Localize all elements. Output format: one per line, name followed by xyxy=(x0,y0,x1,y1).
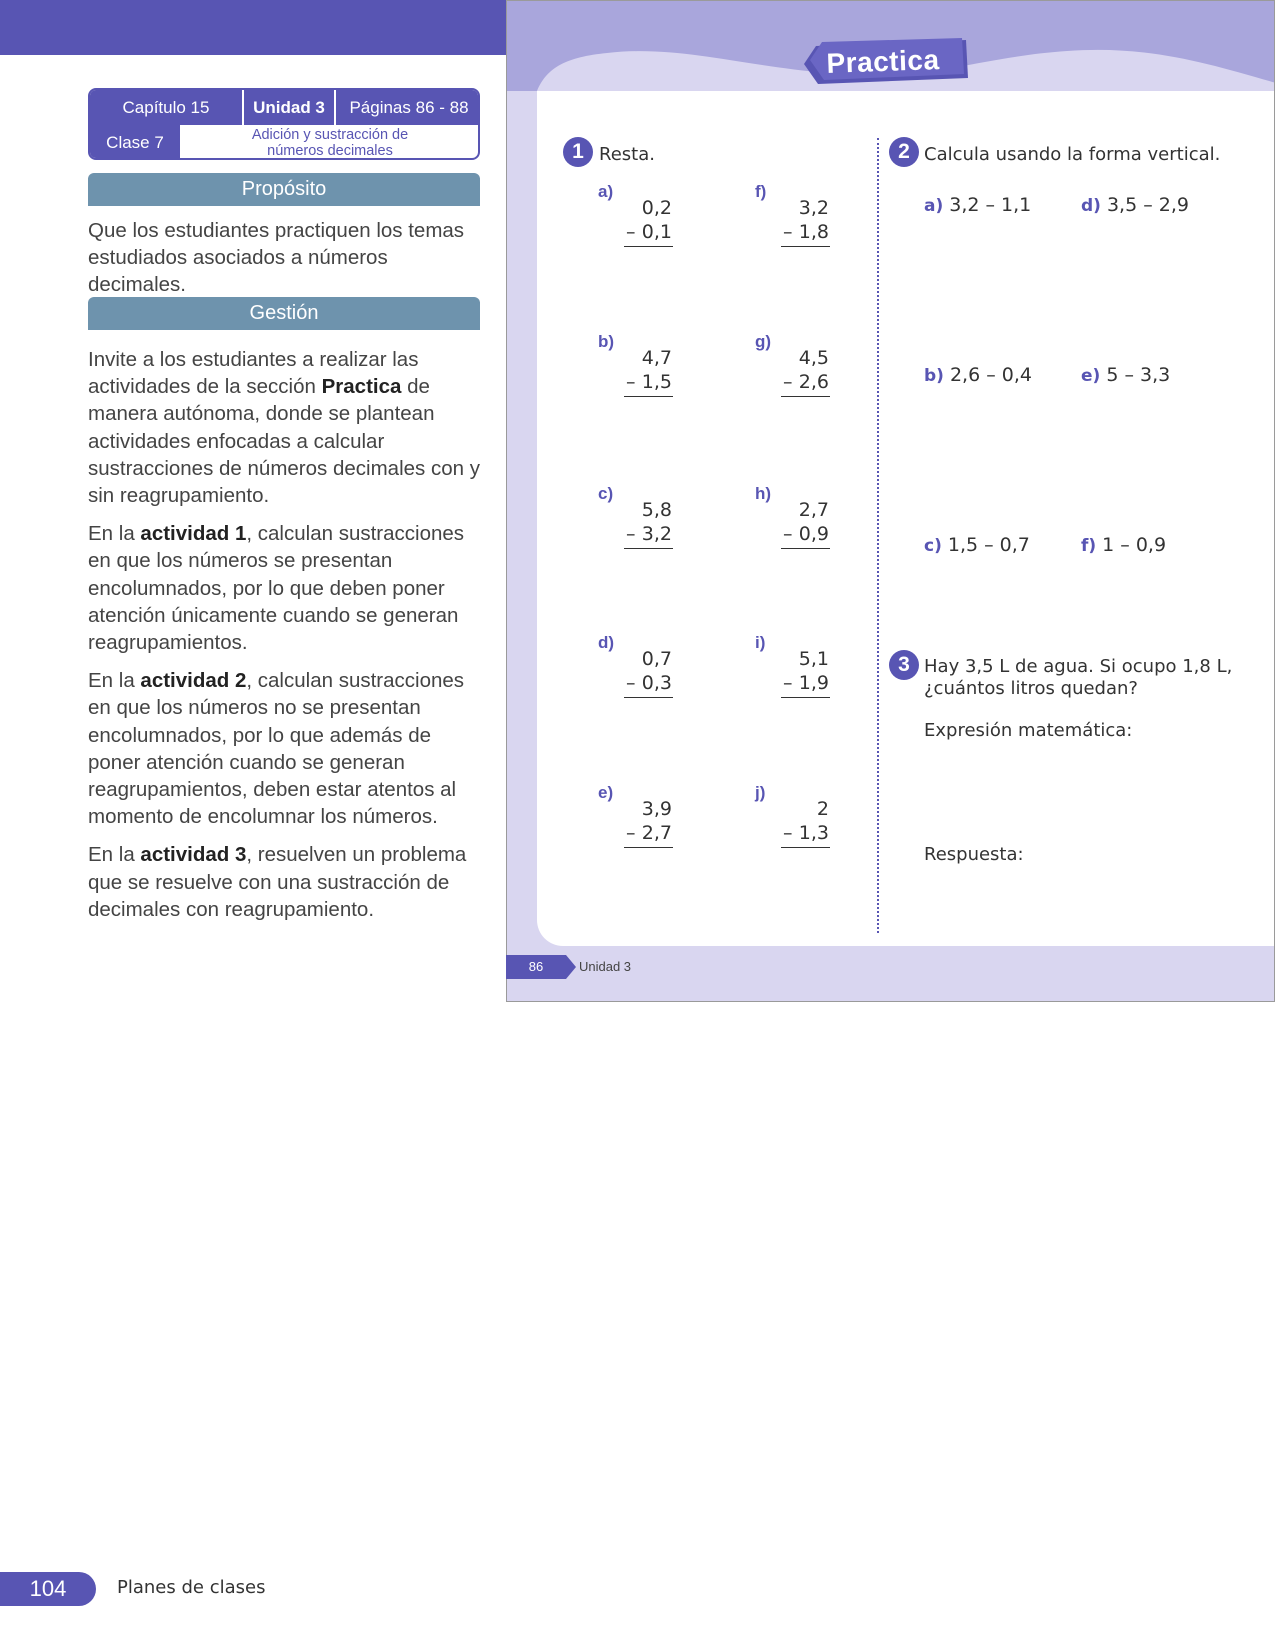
subtraction-j xyxy=(755,783,855,845)
purpose-heading: Propósito xyxy=(88,173,480,206)
result-line xyxy=(781,847,830,848)
result-line xyxy=(624,396,673,397)
management-paragraph-3: En la actividad 2, calculan sustracciones en que los números no se presentan encolumnados, por lo que además de poner atención cuando se generan reagrupamientos, deben estar atentos al momento de encolumnar los números. xyxy=(88,669,465,829)
minuend: 4,7 xyxy=(641,347,672,369)
subtraction-d xyxy=(598,633,698,695)
subtraction-g xyxy=(755,332,855,394)
class-topic-row xyxy=(90,125,478,160)
minuend: 4,5 xyxy=(798,347,829,369)
class-info-row xyxy=(90,90,478,125)
dotted-separator xyxy=(877,138,879,933)
management-paragraph-2: En la actividad 1, calculan sustracciones en que los números se presentan encolumnados, por lo que deben poner atención únicamente cuando se generan reagrupamientos. xyxy=(88,522,465,655)
item-label: a) xyxy=(598,182,614,201)
result-line xyxy=(624,548,673,549)
subtraction-f xyxy=(755,182,855,244)
result-line xyxy=(624,847,673,848)
purpose-text xyxy=(88,217,483,310)
minus-sign: – xyxy=(626,371,636,393)
item-label: i) xyxy=(755,633,766,652)
purpose-paragraph: Que los estudiantes practiquen los temas estudiados asociados a números decimales. xyxy=(88,219,465,297)
minus-sign: – xyxy=(626,672,636,694)
vertical-exercise-e: e) 5 – 3,3 xyxy=(1081,364,1171,386)
item-label: j) xyxy=(755,783,766,802)
activity-3-problem xyxy=(924,656,1232,700)
result-line xyxy=(781,548,830,549)
subtrahend: 1,8 xyxy=(798,221,829,243)
activity-2-badge: 2 xyxy=(889,137,919,167)
subtrahend: 0,1 xyxy=(641,221,672,243)
minus-sign: – xyxy=(783,523,793,545)
subtraction-e xyxy=(598,783,698,845)
activity-2-instruction: Calcula usando la forma vertical. xyxy=(924,144,1221,165)
minus-sign: – xyxy=(783,672,793,694)
subtraction-c xyxy=(598,484,698,546)
practica-title: Practica xyxy=(825,44,940,79)
item-label: e) xyxy=(598,783,614,802)
subtrahend: 1,5 xyxy=(641,371,672,393)
minuend: 3,2 xyxy=(798,197,829,219)
topic-label xyxy=(180,125,480,160)
activity-1-instruction: Resta. xyxy=(599,144,655,165)
book-page-number: 86 xyxy=(506,955,566,979)
item-label: g) xyxy=(755,332,772,351)
minus-sign: – xyxy=(626,221,636,243)
footer-title: Planes de clases xyxy=(117,1577,266,1598)
book-unit-label: Unidad 3 xyxy=(579,959,632,974)
minus-sign: – xyxy=(626,822,636,844)
subtrahend: 1,9 xyxy=(798,672,829,694)
vertical-exercise-b: b) 2,6 – 0,4 xyxy=(924,364,1032,386)
unit-label: Unidad 3 xyxy=(242,90,336,125)
subtrahend: 2,7 xyxy=(641,822,672,844)
expression-label: Expresión matemática: xyxy=(924,720,1133,741)
item-label: f) xyxy=(755,182,767,201)
minus-sign: – xyxy=(626,523,636,545)
item-label: c) xyxy=(598,484,614,503)
problem-line-2: ¿cuántos litros quedan? xyxy=(924,678,1138,699)
vertical-exercise-a: a) 3,2 – 1,1 xyxy=(924,194,1032,216)
vertical-exercise-c: c) 1,5 – 0,7 xyxy=(924,534,1030,556)
top-color-band xyxy=(0,0,510,55)
minuend: 2 xyxy=(816,798,829,820)
page-number: 104 xyxy=(0,1572,96,1606)
subtrahend: 3,2 xyxy=(641,523,672,545)
problem-line-1: Hay 3,5 L de agua. Si ocupo 1,8 L, xyxy=(924,656,1233,677)
answer-label: Respuesta: xyxy=(924,844,1024,865)
minus-sign: – xyxy=(783,371,793,393)
minus-sign: – xyxy=(783,822,793,844)
subtrahend: 0,9 xyxy=(798,523,829,545)
result-line xyxy=(781,246,830,247)
minuend: 0,7 xyxy=(641,648,672,670)
chapter-label: Capítulo 15 xyxy=(122,98,210,117)
result-line xyxy=(781,396,830,397)
minuend: 5,1 xyxy=(798,648,829,670)
minuend: 0,2 xyxy=(641,197,672,219)
item-label: b) xyxy=(598,332,615,351)
minus-sign: – xyxy=(783,221,793,243)
activity-3-badge: 3 xyxy=(889,650,919,680)
class-info-box xyxy=(88,88,480,160)
subtrahend: 0,3 xyxy=(641,672,672,694)
management-text xyxy=(88,346,483,934)
subtraction-a xyxy=(598,182,698,244)
result-line xyxy=(781,697,830,698)
subtrahend: 1,3 xyxy=(798,822,829,844)
result-line xyxy=(624,697,673,698)
minuend: 3,9 xyxy=(641,798,672,820)
topic-line-2: números decimales xyxy=(267,143,393,159)
management-paragraph-1: Invite a los estudiantes a realizar las actividades de la sección Practica de manera autónoma, donde se plantean actividades enfocadas a calcular sustracciones de números decimales con y sin reagrupamiento. xyxy=(88,348,480,508)
minuend: 5,8 xyxy=(641,499,672,521)
class-number-label: Clase 7 xyxy=(90,125,180,160)
subtraction-i xyxy=(755,633,855,695)
item-label: h) xyxy=(755,484,772,503)
topic-line-1: Adición y sustracción de xyxy=(251,127,409,143)
vertical-exercise-f: f) 1 – 0,9 xyxy=(1081,534,1167,556)
result-line xyxy=(624,246,673,247)
activity-1-badge: 1 xyxy=(563,137,593,167)
vertical-exercise-d: d) 3,5 – 2,9 xyxy=(1081,194,1189,216)
subtrahend: 2,6 xyxy=(798,371,829,393)
management-heading: Gestión xyxy=(88,297,480,330)
subtraction-b xyxy=(598,332,698,394)
pages-label: Páginas 86 - 88 xyxy=(349,98,469,117)
subtraction-h xyxy=(755,484,855,546)
book-page-arrow xyxy=(566,955,576,979)
minuend: 2,7 xyxy=(798,499,829,521)
item-label: d) xyxy=(598,633,615,652)
management-paragraph-4: En la actividad 3, resuelven un problema que se resuelve con una sustracción de decimales con reagrupamiento. xyxy=(88,843,467,921)
